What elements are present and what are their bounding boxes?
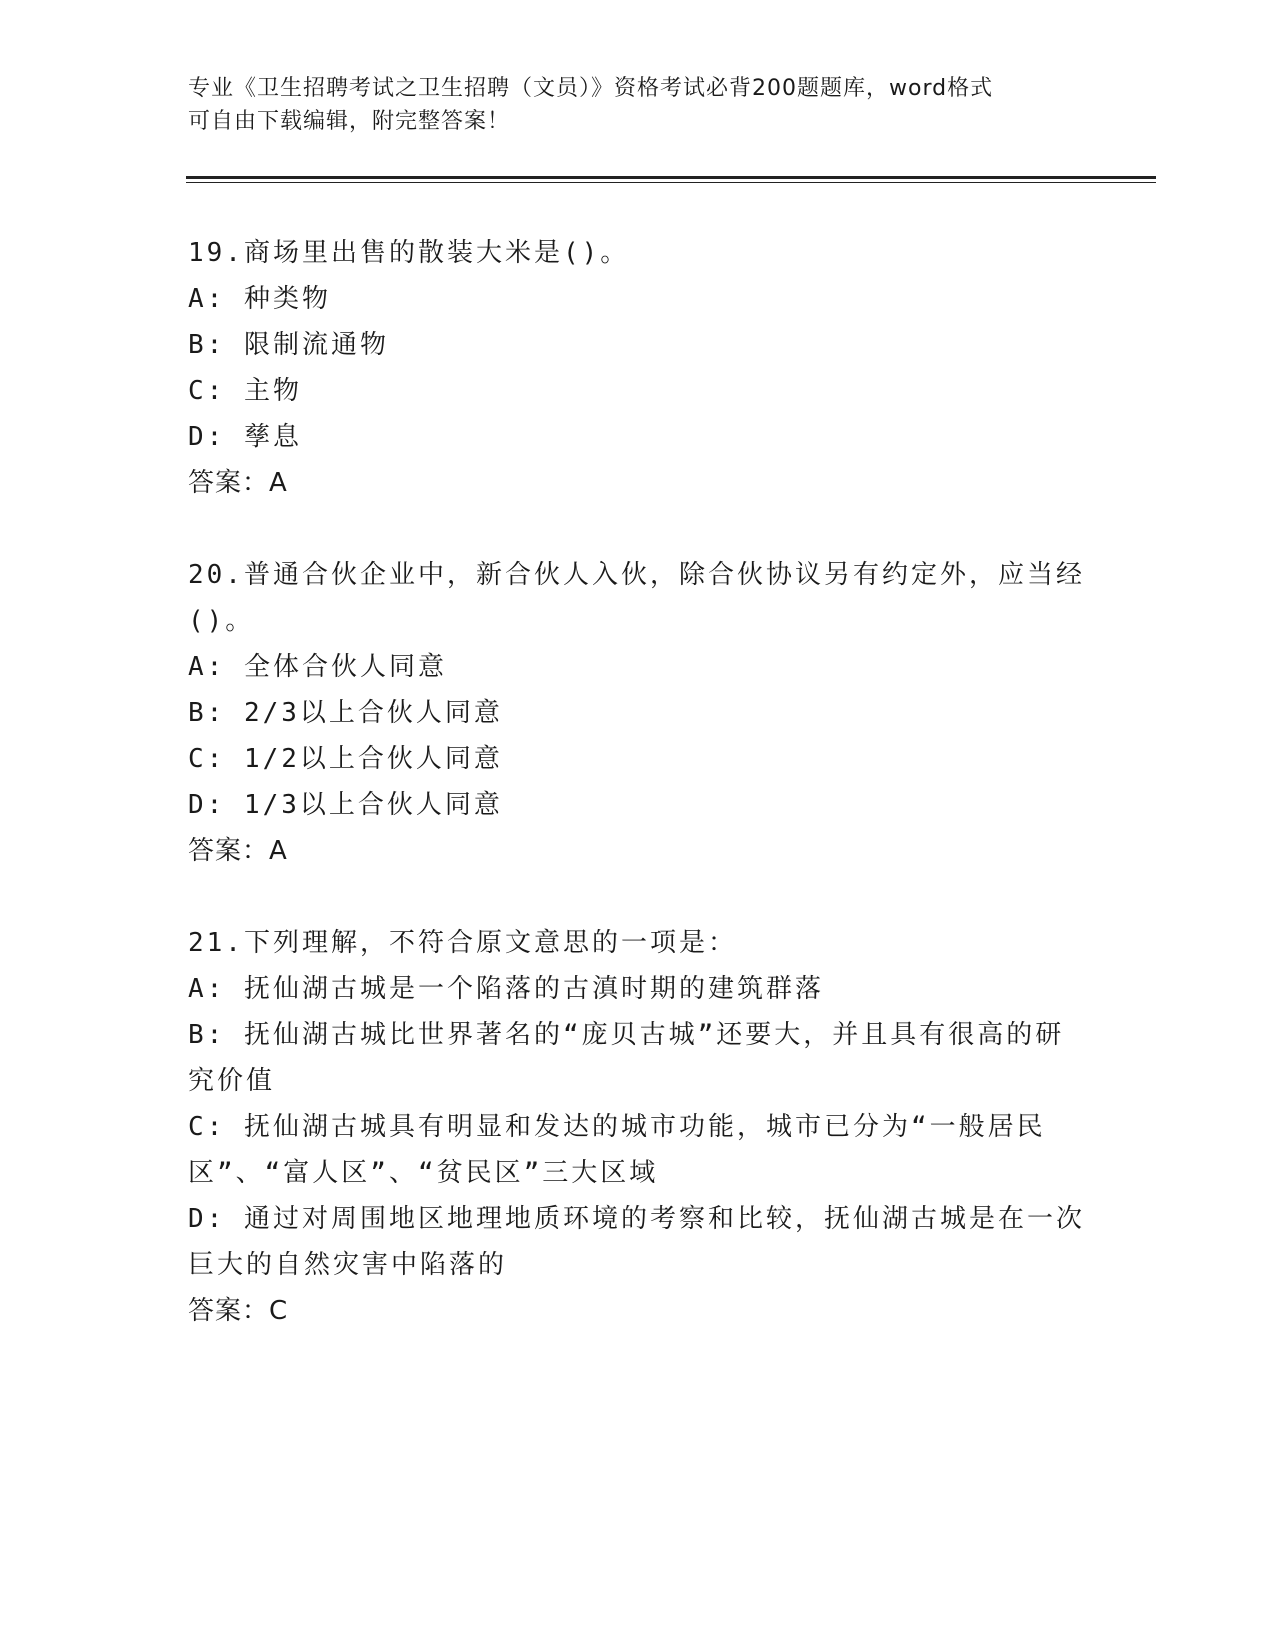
question-stem: 20.普通合伙企业中，新合伙人入伙，除合伙协议另有约定外，应当经()。 — [188, 560, 1085, 636]
option-d: D: 通过对周围地区地理地质环境的考察和比较，抚仙湖古城是在一次巨大的自然灾害中陷落的 — [188, 1204, 1085, 1280]
option-c: C: 抚仙湖古城具有明显和发达的城市功能，城市已分为“一般居民区”、“富人区”、“贫民区”三大区域 — [188, 1112, 1046, 1188]
document-header: 专业《卫生招聘考试之卫生招聘（文员）》资格考试必背200题题库，word格式 可自由下载编辑，附完整答案！ — [188, 76, 994, 134]
option-a: A: 种类物 — [188, 284, 331, 314]
option-c: C: 主物 — [188, 376, 302, 406]
option-d: D: 孳息 — [188, 422, 302, 452]
question-19 — [188, 230, 1088, 506]
option-b: B: 限制流通物 — [188, 330, 389, 360]
option-a: A: 全体合伙人同意 — [188, 652, 447, 682]
question-20 — [188, 552, 1088, 874]
header-divider-thin — [186, 182, 1156, 183]
question-stem: 19.商场里出售的散装大米是()。 — [188, 238, 630, 268]
answer-label: 答案：A — [188, 836, 288, 866]
option-c: C: 1/2以上合伙人同意 — [188, 744, 503, 774]
option-b: B: 2/3以上合伙人同意 — [188, 698, 503, 728]
option-b: B: 抚仙湖古城比世界著名的“庞贝古城”还要大，并且具有很高的研究价值 — [188, 1020, 1065, 1096]
option-a: A: 抚仙湖古城是一个陷落的古滇时期的建筑群落 — [188, 974, 824, 1004]
question-21 — [188, 920, 1088, 1334]
question-list — [188, 230, 1088, 1380]
question-stem: 21.下列理解，不符合原文意思的一项是： — [188, 928, 737, 958]
option-d: D: 1/3以上合伙人同意 — [188, 790, 503, 820]
answer-label: 答案：A — [188, 468, 288, 498]
answer-label: 答案：C — [188, 1296, 289, 1326]
header-divider-thick — [186, 176, 1156, 179]
